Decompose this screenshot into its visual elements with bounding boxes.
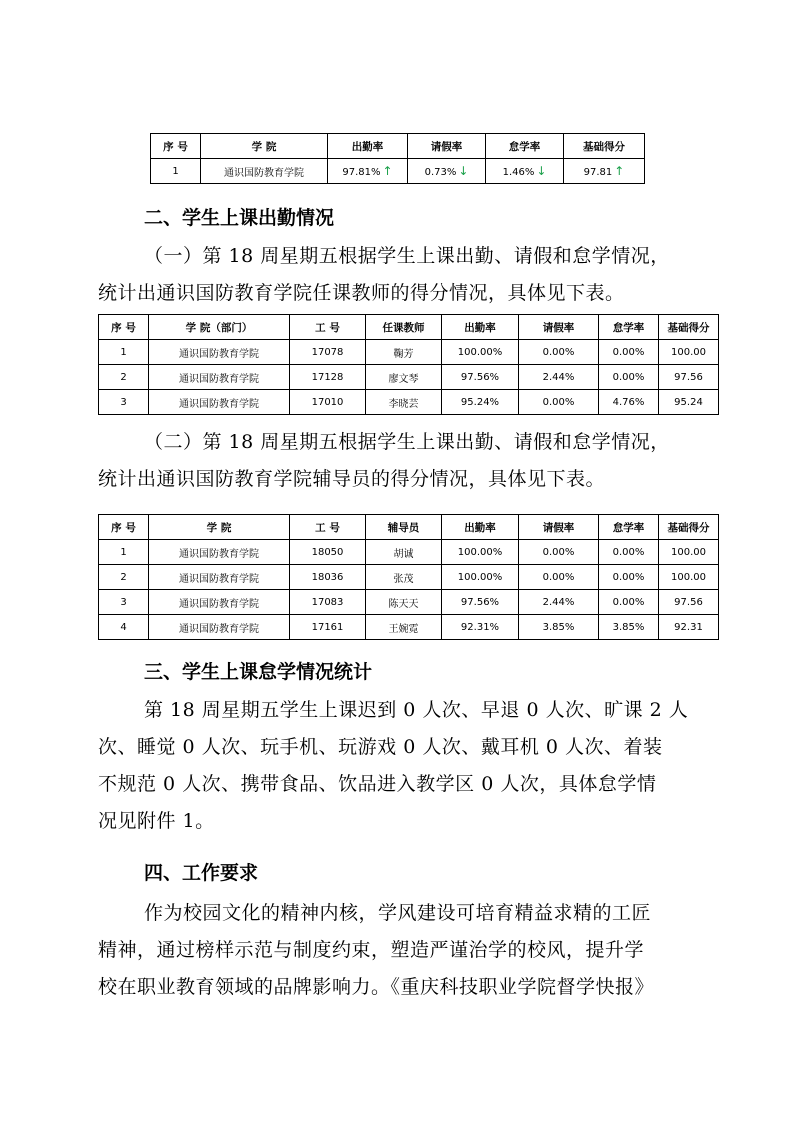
section-heading-requirements: 四、工作要求	[144, 862, 259, 884]
header-score: 基础得分	[659, 315, 719, 340]
header-truancy: 怠学率	[486, 134, 564, 159]
table-row: 3 通识国防教育学院 17010 李晓芸 95.24% 0.00% 4.76% 95.24	[99, 390, 719, 415]
header-teacher: 任课教师	[366, 315, 442, 340]
header-attendance: 出勤率	[442, 315, 519, 340]
header-staff-id: 工 号	[290, 515, 366, 540]
cell-score: 97.81 ↑	[564, 159, 645, 184]
section-heading-truancy: 三、学生上课怠学情况统计	[144, 661, 373, 683]
table-row: 3 通识国防教育学院 17083 陈天天 97.56% 2.44% 0.00% 97.56	[99, 590, 719, 615]
section-heading-attendance: 二、学生上课出勤情况	[144, 207, 335, 229]
header-no: 序 号	[99, 515, 149, 540]
header-truancy: 怠学率	[599, 315, 659, 340]
paragraph-teacher-intro: （一）第 18 周星期五根据学生上课出勤、请假和怠学情况， 统计出通识国防教育学院任课教师的得分情况，具体见下表。	[98, 245, 670, 304]
arrow-up-icon: ↑	[614, 164, 625, 178]
teacher-score-table	[98, 314, 719, 415]
header-college: 学 院（部门）	[149, 315, 290, 340]
table-header-row	[99, 515, 719, 540]
arrow-down-icon: ↓	[536, 164, 547, 178]
table-row: 1 通识国防教育学院 17078 鞠芳 100.00% 0.00% 0.00% 100.00	[99, 340, 719, 365]
header-counselor: 辅导员	[366, 515, 442, 540]
cell-no: 1	[151, 159, 201, 184]
header-college: 学 院	[149, 515, 290, 540]
header-score: 基础得分	[564, 134, 645, 159]
paragraph-truancy: 第 18 周星期五学生上课迟到 0 人次、早退 0 人次、旷课 2 人 次、睡觉 0 人次、玩手机、玩游戏 0 人次、戴耳机 0 人次、着装 不规范 0 人次、携带食品、饮品进入教学区 0 人次，具体怠学情 况见附件 1。	[98, 699, 689, 832]
table-header-row	[151, 134, 645, 159]
header-no: 序 号	[151, 134, 201, 159]
cell-college: 通识国防教育学院	[201, 159, 328, 184]
header-attendance: 出勤率	[442, 515, 519, 540]
table-row: 4 通识国防教育学院 17161 王婉霓 92.31% 3.85% 3.85% 92.31	[99, 615, 719, 640]
cell-attendance: 97.81% ↑	[328, 159, 408, 184]
table-row: 2 通识国防教育学院 17128 廖文琴 97.56% 2.44% 0.00% 97.56	[99, 365, 719, 390]
header-staff-id: 工 号	[290, 315, 366, 340]
arrow-down-icon: ↓	[458, 164, 469, 178]
header-leave: 请假率	[408, 134, 486, 159]
header-college: 学 院	[201, 134, 328, 159]
paragraph-counselor-intro: （二）第 18 周星期五根据学生上课出勤、请假和怠学情况， 统计出通识国防教育学院辅导员的得分情况，具体见下表。	[98, 431, 670, 490]
table-row: 1 通识国防教育学院 18050 胡诚 100.00% 0.00% 0.00% 100.00	[99, 540, 719, 565]
college-score-table	[150, 133, 645, 184]
counselor-score-table	[98, 514, 719, 640]
header-attendance: 出勤率	[328, 134, 408, 159]
arrow-up-icon: ↑	[382, 164, 393, 178]
header-leave: 请假率	[519, 315, 599, 340]
cell-truancy: 1.46% ↓	[486, 159, 564, 184]
table-row	[151, 159, 645, 184]
cell-leave: 0.73% ↓	[408, 159, 486, 184]
header-truancy: 怠学率	[599, 515, 659, 540]
header-leave: 请假率	[519, 515, 599, 540]
header-no: 序 号	[99, 315, 149, 340]
table-header-row	[99, 315, 719, 340]
header-score: 基础得分	[659, 515, 719, 540]
paragraph-requirements: 作为校园文化的精神内核，学风建设可培育精益求精的工匠 精神，通过榜样示范与制度约束，塑造严谨治学的校风，提升学 校在职业教育领域的品牌影响力。《重庆科技职业学院督学快报》	[98, 902, 655, 998]
table-row: 2 通识国防教育学院 18036 张茂 100.00% 0.00% 0.00% 100.00	[99, 565, 719, 590]
